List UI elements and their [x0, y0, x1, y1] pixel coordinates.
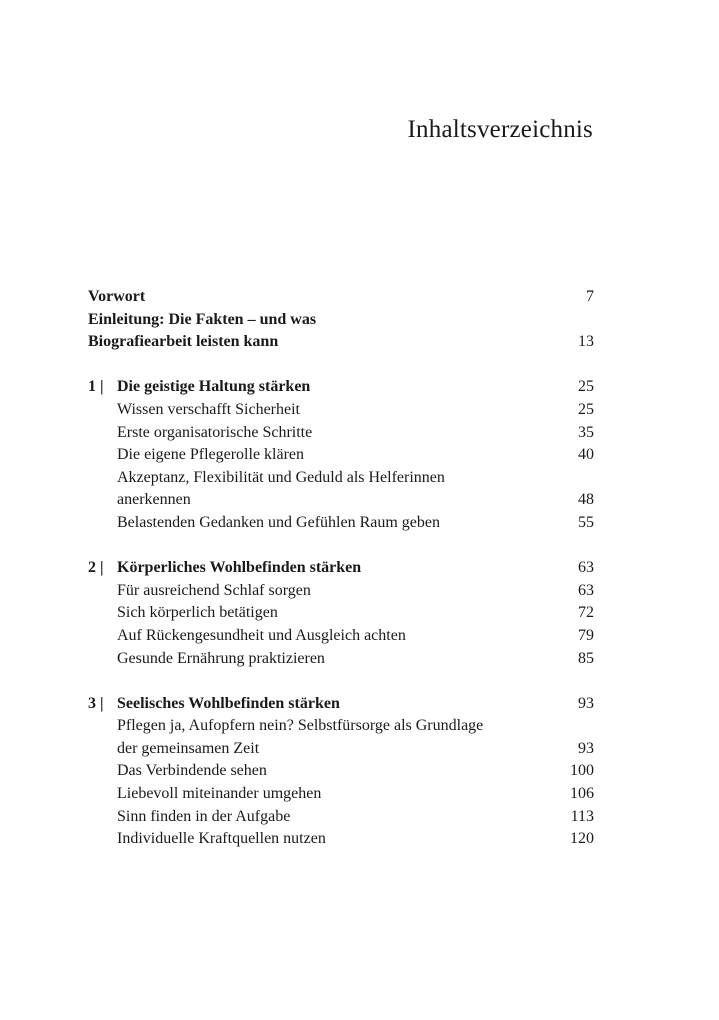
section-title: Das Verbindende sehen — [117, 762, 267, 780]
section-title: Gesunde Ernährung praktizieren — [117, 649, 325, 667]
section-page: 100 — [570, 762, 594, 780]
table-of-contents — [88, 286, 594, 851]
chapter-page: 63 — [578, 559, 594, 577]
section-entry[interactable] — [88, 806, 594, 829]
chapter-title: Körperliches Wohlbefinden stärken — [117, 559, 362, 577]
section-title-line: anerkennen — [117, 491, 191, 509]
chapter-number: 3 | — [88, 694, 104, 712]
section-title-line: der gemeinsamen Zeit — [117, 739, 260, 757]
chapter-page: 93 — [578, 694, 594, 712]
section-page: 93 — [578, 739, 594, 757]
section-entry[interactable] — [88, 828, 594, 851]
chapter-title: Die geistige Haltung stärken — [117, 378, 311, 396]
toc-entry-vorwort[interactable] — [88, 286, 594, 309]
page-title: Inhaltsverzeichnis — [407, 116, 593, 143]
chapter-title: Seelisches Wohlbefinden stärken — [117, 694, 340, 712]
chapter-number: 2 | — [88, 559, 104, 577]
section-entry[interactable] — [88, 444, 594, 467]
chapter-1-heading[interactable] — [88, 376, 594, 399]
section-entry[interactable] — [88, 422, 594, 445]
section-page: 120 — [570, 830, 594, 848]
section-title: Sich körperlich betätigen — [117, 604, 278, 622]
toc-entry-title: Vorwort — [88, 288, 146, 305]
section-title-line: Pflegen ja, Aufopfern nein? Selbstfürsorge als Grundlage — [117, 717, 484, 735]
section-entry[interactable] — [88, 715, 594, 760]
section-title: Liebevoll miteinander umgehen — [117, 785, 322, 803]
section-title: Individuelle Kraftquellen nutzen — [117, 830, 326, 848]
section-title: Sinn finden in der Aufgabe — [117, 807, 291, 825]
section-entry[interactable] — [88, 467, 594, 512]
section-page: 25 — [578, 400, 594, 418]
chapter-3-heading[interactable] — [88, 693, 594, 716]
section-page: 79 — [578, 626, 594, 644]
section-entry[interactable] — [88, 648, 594, 671]
section-entry[interactable] — [88, 580, 594, 603]
chapter-number: 1 | — [88, 378, 104, 396]
toc-entry-einleitung[interactable] — [88, 309, 594, 354]
section-title: Die eigene Pflegerolle klären — [117, 446, 305, 464]
section-page: 85 — [578, 649, 594, 667]
section-page: 63 — [578, 581, 594, 599]
section-page: 55 — [578, 513, 594, 531]
chapter-page: 25 — [578, 378, 594, 396]
toc-entry-page: 7 — [586, 288, 594, 305]
section-entry[interactable] — [88, 512, 594, 535]
section-page: 113 — [570, 807, 594, 825]
section-page: 35 — [578, 423, 594, 441]
section-entry[interactable] — [88, 783, 594, 806]
section-page: 72 — [578, 604, 594, 622]
section-title: Belastenden Gedanken und Gefühlen Raum geben — [117, 513, 441, 531]
section-page: 40 — [578, 446, 594, 464]
toc-entry-title-line: Einleitung: Die Fakten – und was — [88, 310, 317, 328]
section-title: Für ausreichend Schlaf sorgen — [117, 581, 311, 599]
section-entry[interactable] — [88, 760, 594, 783]
section-title-line: Akzeptanz, Flexibilität und Geduld als Helferinnen — [117, 468, 445, 486]
section-entry[interactable] — [88, 625, 594, 648]
toc-entry-page: 13 — [578, 333, 594, 351]
section-page: 106 — [570, 785, 594, 803]
section-entry[interactable] — [88, 602, 594, 625]
chapter-2-heading[interactable] — [88, 557, 594, 580]
section-title: Erste organisatorische Schritte — [117, 423, 313, 441]
section-title: Auf Rückengesundheit und Ausgleich achten — [117, 626, 406, 644]
section-page: 48 — [578, 491, 594, 509]
section-title: Wissen verschafft Sicherheit — [117, 400, 300, 418]
section-entry[interactable] — [88, 399, 594, 422]
toc-entry-title-line: Biografiearbeit leisten kann — [88, 333, 279, 351]
